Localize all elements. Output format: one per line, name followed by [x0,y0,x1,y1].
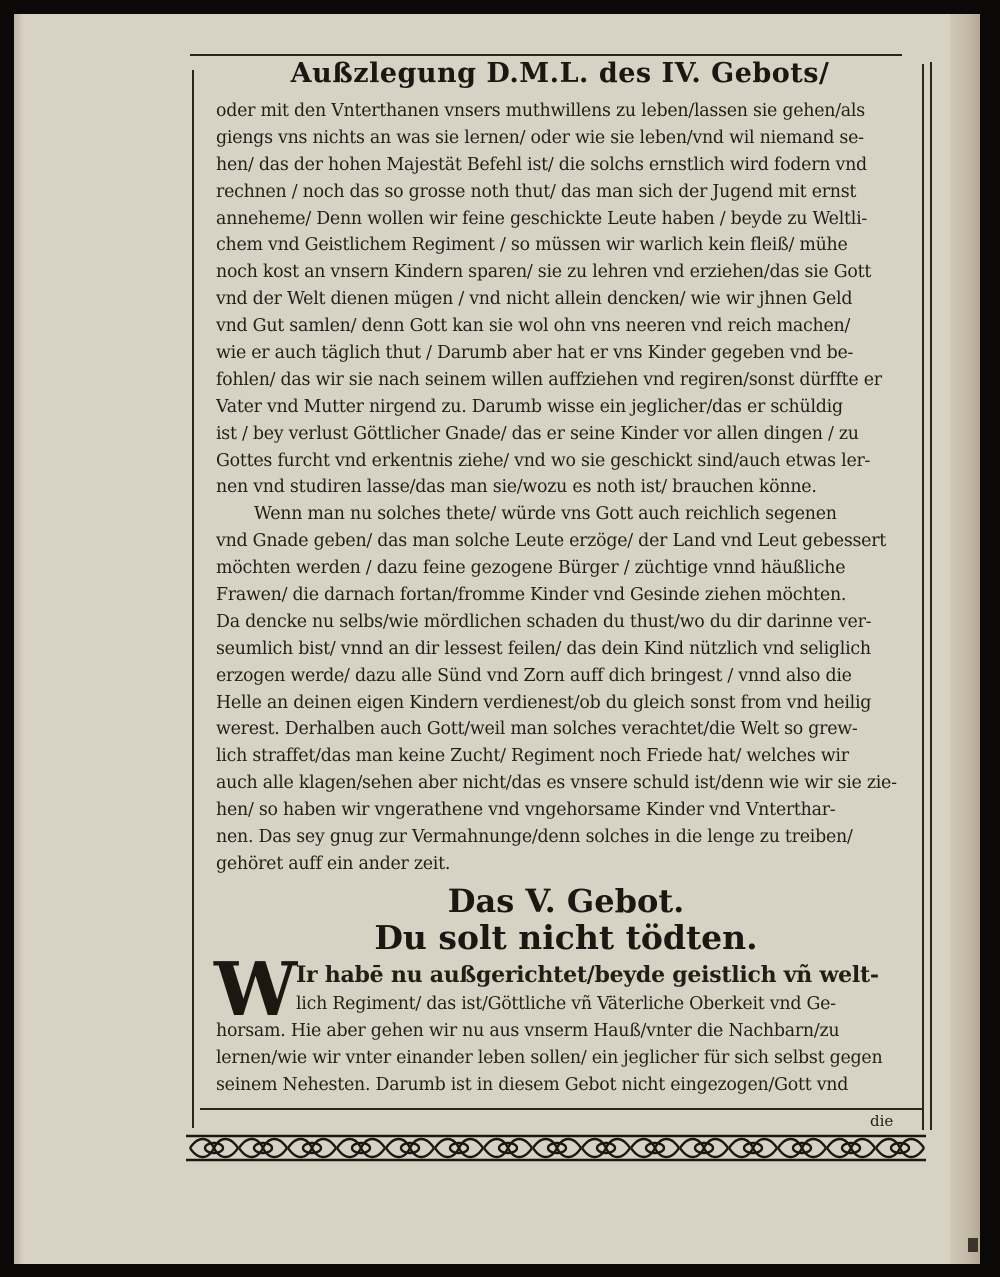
text-line: noch kost an vnsern Kindern sparen/ sie zu lehren vnd erziehen/das sie Gott [216,262,872,283]
text-line: rechnen / noch das so grosse noth thut/ das man sich der Jugend mit ernst [216,181,857,202]
text-line: seumlich bist/ vnnd an dir lessest feilen/ das dein Kind nützlich vnd seliglich [216,638,871,659]
text-line: nen. Das sey gnug zur Vermahnunge/denn solches in die lenge zu treiben/ [216,827,853,848]
commandment-heading: Du solt nicht tödten. [374,918,758,957]
section-heading: Das V. Gebot. [447,882,685,920]
text-line: erzogen werde/ dazu alle Sünd vnd Zorn auff dich bringest / vnnd also die [216,665,852,686]
commandment-text [216,962,916,1099]
running-head: Außzlegung D.M.L. des IV. Gebots/ [290,58,830,89]
text-line: nen vnd studiren lasse/das man sie/wozu es noth ist/ brauchen könne. [216,477,817,498]
edge-mark [968,1238,978,1252]
text-line: hen/ das der hohen Majestät Befehl ist/ die solchs ernstlich wird fodern vnd [216,154,867,175]
catchword: die [870,1112,894,1130]
body-text [216,98,916,878]
left-rule [192,70,194,1128]
text-line: auch alle klagen/sehen aber nicht/das es vnsere schuld ist/denn wie wir sie zie- [216,773,897,794]
text-line: chem vnd Geistlichem Regiment / so müssen wir warlich kein fleiß/ mühe [216,235,848,256]
text-line: Gottes furcht vnd erkentnis ziehe/ vnd wo sie geschickt sind/auch etwas ler- [216,450,871,471]
text-line: anneheme/ Denn wollen wir feine geschickte Leute haben / beyde zu Weltli- [216,208,868,229]
text-line: lich straffet/das man keine Zucht/ Regiment noch Friede hat/ welches wir [216,746,849,767]
drop-capital: W [214,947,298,1033]
text-line: vnd der Welt dienen mügen / vnd nicht allein dencken/ wie wir jhnen Geld [216,289,853,310]
text-line: wie er auch täglich thut / Darumb aber hat er vns Kinder gegeben vnd be- [216,343,854,364]
right-rule-outer [930,62,932,1130]
text-line: Helle an deinen eigen Kindern verdienest/ob du gleich sonst from vnd heilig [216,692,872,713]
page-edge [950,14,980,1264]
text-line: ist / bey verlust Göttlicher Gnade/ das er seine Kinder vor allen dingen / zu [216,423,859,444]
top-rule [190,54,902,56]
text-line: vnd Gut samlen/ denn Gott kan sie wol ohn vns neeren vnd reich machen/ [216,316,851,337]
text-line: Ir habē nu außgerichtet/beyde geistlich vñ welt- [296,962,879,988]
text-line: Frawen/ die darnach fortan/fromme Kinder vnd Gesinde ziehen möchten. [216,585,847,606]
text-line: hen/ so haben wir vngerathene vnd vngehorsame Kinder vnd Vnterthar- [216,800,836,821]
text-line: gehöret auff ein ander zeit. [216,853,451,874]
right-rule [922,64,924,1130]
text-line: giengs vns nichts an was sie lernen/ oder wie sie leben/vnd wil niemand se- [216,127,864,148]
text-line: vnd Gnade geben/ das man solche Leute erzöge/ der Land vnd Leut gebessert [216,531,887,552]
text-line: werest. Derhalben auch Gott/weil man solches verachtet/die Welt so grew- [216,719,858,740]
text-line: lich Regiment/ das ist/Göttliche vñ Väterliche Oberkeit vnd Ge- [296,994,836,1014]
text-line: fohlen/ das wir sie nach seinem willen auffziehen vnd regiren/sonst dürffte er [216,369,882,390]
text-line: Vater vnd Mutter nirgend zu. Darumb wisse ein jeglicher/das er schüldig [216,396,843,417]
text-line: Da dencke nu selbs/wie mördlichen schaden du thust/wo du dir darinne ver- [216,611,872,632]
text-line: lernen/wie wir vnter einander leben sollen/ ein jeglicher für sich selbst gegen [216,1047,883,1068]
text-line: seinem Nehesten. Darumb ist in diesem Gebot nicht eingezogen/Gott vnd [216,1074,849,1095]
bottom-rule [200,1108,924,1110]
text-line: möchten werden / dazu feine gezogene Bürger / züchtige vnnd häußliche [216,558,846,579]
text-line: Wenn man nu solches thete/ würde vns Gott auch reichlich segenen [254,504,837,525]
text-line: horsam. Hie aber gehen wir nu aus vnserm Hauß/vnter die Nachbarn/zu [216,1020,840,1041]
page-shadow [14,14,24,1264]
text-line: oder mit den Vnterthanen vnsers muthwillens zu leben/lassen sie gehen/als [216,101,865,121]
ornamental-border [186,1134,926,1162]
